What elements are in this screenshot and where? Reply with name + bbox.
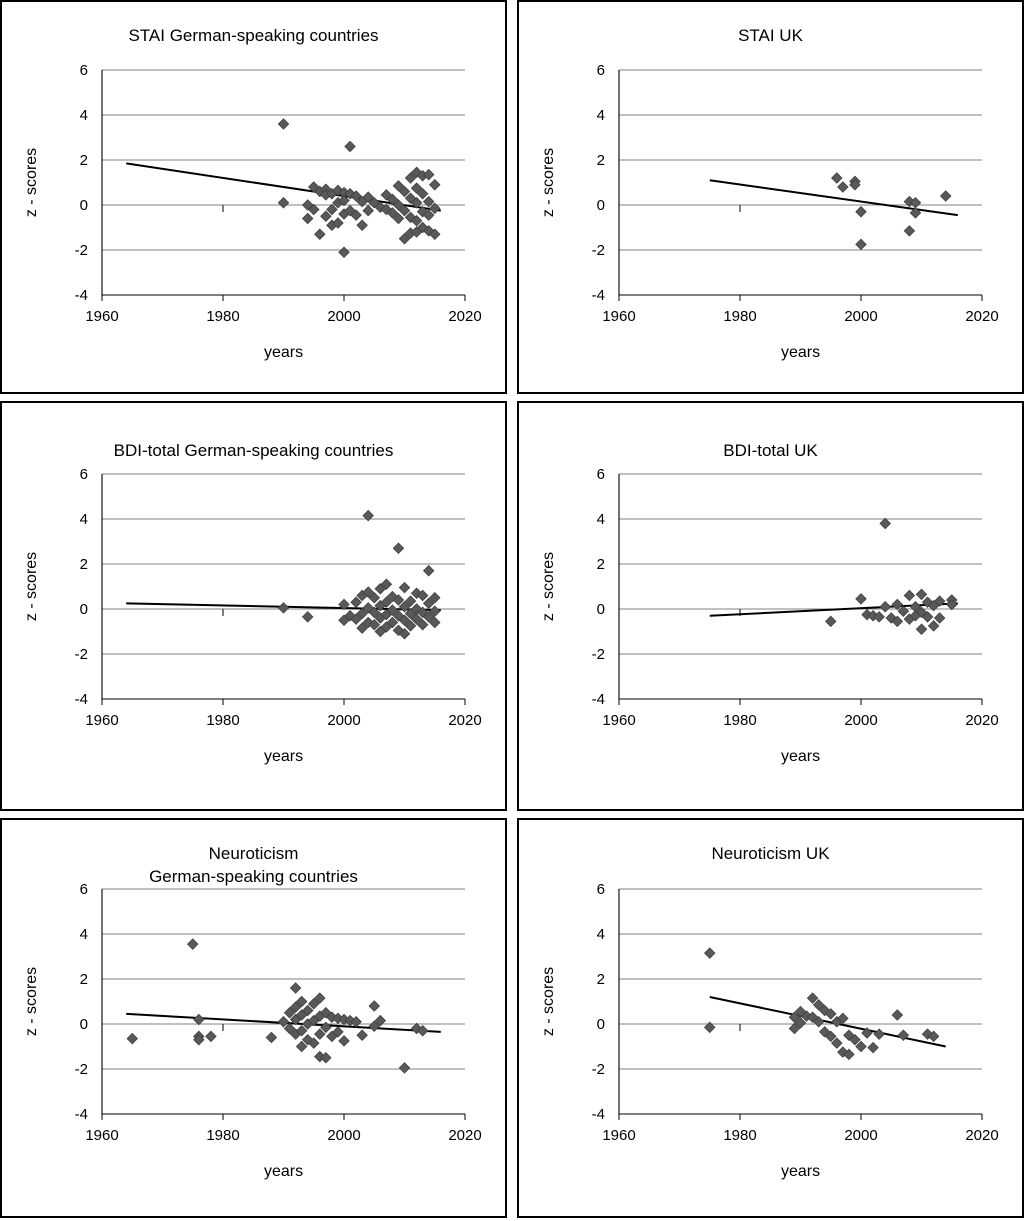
- svg-text:4: 4: [596, 107, 605, 124]
- panel-title-line2: German-speaking countries: [149, 867, 358, 886]
- svg-text:6: 6: [596, 466, 605, 483]
- svg-text:z - scores: z - scores: [23, 147, 40, 218]
- panel-stai-german: [0, 0, 507, 394]
- svg-text:z - scores: z - scores: [23, 551, 40, 622]
- panel-title-line1: STAI UK: [738, 26, 803, 45]
- svg-text:1980: 1980: [206, 308, 240, 325]
- svg-text:-2: -2: [591, 646, 605, 663]
- svg-text:4: 4: [79, 107, 88, 124]
- svg-text:2000: 2000: [844, 712, 878, 729]
- svg-text:-4: -4: [74, 691, 88, 708]
- panel-neuroticism-german: [0, 818, 507, 1218]
- svg-text:years: years: [263, 748, 304, 765]
- svg-text:1960: 1960: [85, 712, 119, 729]
- svg-text:years: years: [780, 1163, 821, 1180]
- panel-stai-uk: [517, 0, 1024, 394]
- svg-text:-4: -4: [591, 691, 605, 708]
- svg-text:2: 2: [596, 152, 605, 169]
- svg-text:2020: 2020: [965, 308, 999, 325]
- svg-text:4: 4: [596, 926, 605, 943]
- svg-text:1980: 1980: [206, 712, 240, 729]
- svg-text:6: 6: [79, 466, 88, 483]
- svg-text:1980: 1980: [206, 1127, 240, 1144]
- svg-text:z - scores: z - scores: [540, 147, 557, 218]
- panel-title-line1: STAI German-speaking countries: [128, 26, 379, 45]
- svg-text:years: years: [263, 1163, 304, 1180]
- svg-text:2000: 2000: [844, 308, 878, 325]
- panel-title-line1: Neuroticism UK: [711, 844, 830, 863]
- svg-text:years: years: [780, 344, 821, 361]
- panel-bdi-german: [0, 401, 507, 811]
- plot-area: [519, 2, 1022, 392]
- svg-text:2: 2: [596, 971, 605, 988]
- svg-text:6: 6: [79, 881, 88, 898]
- svg-text:2: 2: [79, 971, 88, 988]
- svg-text:-2: -2: [591, 242, 605, 259]
- svg-text:1980: 1980: [723, 1127, 757, 1144]
- panel-bdi-uk: [517, 401, 1024, 811]
- svg-text:2020: 2020: [448, 308, 482, 325]
- svg-text:z - scores: z - scores: [540, 966, 557, 1037]
- svg-text:z - scores: z - scores: [23, 966, 40, 1037]
- svg-text:years: years: [780, 748, 821, 765]
- svg-text:6: 6: [596, 881, 605, 898]
- svg-text:0: 0: [596, 197, 605, 214]
- svg-text:1980: 1980: [723, 308, 757, 325]
- plot-area: [2, 820, 505, 1216]
- svg-text:2020: 2020: [965, 712, 999, 729]
- plot-area: [519, 820, 1022, 1216]
- panel-neuroticism-uk: [517, 818, 1024, 1218]
- plot-area: [519, 403, 1022, 809]
- svg-text:-4: -4: [591, 1106, 605, 1123]
- svg-text:1980: 1980: [723, 712, 757, 729]
- svg-text:2: 2: [79, 556, 88, 573]
- svg-text:z - scores: z - scores: [540, 551, 557, 622]
- svg-text:-4: -4: [591, 287, 605, 304]
- svg-text:2020: 2020: [448, 1127, 482, 1144]
- svg-text:0: 0: [79, 1016, 88, 1033]
- panel-title-line1: BDI-total German-speaking countries: [113, 441, 394, 460]
- svg-text:2: 2: [79, 152, 88, 169]
- svg-text:4: 4: [596, 511, 605, 528]
- svg-text:-4: -4: [74, 1106, 88, 1123]
- plot-area: [2, 403, 505, 809]
- svg-text:-2: -2: [74, 646, 88, 663]
- svg-text:1960: 1960: [85, 1127, 119, 1144]
- svg-text:0: 0: [596, 1016, 605, 1033]
- svg-text:-2: -2: [591, 1061, 605, 1078]
- svg-text:4: 4: [79, 511, 88, 528]
- panel-title-line1: BDI-total UK: [723, 441, 818, 460]
- svg-text:-4: -4: [74, 287, 88, 304]
- svg-text:2000: 2000: [844, 1127, 878, 1144]
- svg-text:2020: 2020: [448, 712, 482, 729]
- svg-text:years: years: [263, 344, 304, 361]
- svg-text:1960: 1960: [602, 1127, 636, 1144]
- svg-text:6: 6: [596, 62, 605, 79]
- svg-text:1960: 1960: [85, 308, 119, 325]
- svg-text:-2: -2: [74, 1061, 88, 1078]
- svg-text:0: 0: [79, 601, 88, 618]
- svg-text:2000: 2000: [327, 308, 361, 325]
- svg-text:2020: 2020: [965, 1127, 999, 1144]
- svg-text:1960: 1960: [602, 712, 636, 729]
- svg-text:2000: 2000: [327, 1127, 361, 1144]
- svg-text:0: 0: [79, 197, 88, 214]
- plot-area: [2, 2, 505, 392]
- svg-text:-2: -2: [74, 242, 88, 259]
- svg-text:2: 2: [596, 556, 605, 573]
- svg-text:0: 0: [596, 601, 605, 618]
- panel-title-line1: Neuroticism: [208, 844, 299, 863]
- svg-text:2000: 2000: [327, 712, 361, 729]
- svg-text:6: 6: [79, 62, 88, 79]
- svg-text:4: 4: [79, 926, 88, 943]
- svg-text:1960: 1960: [602, 308, 636, 325]
